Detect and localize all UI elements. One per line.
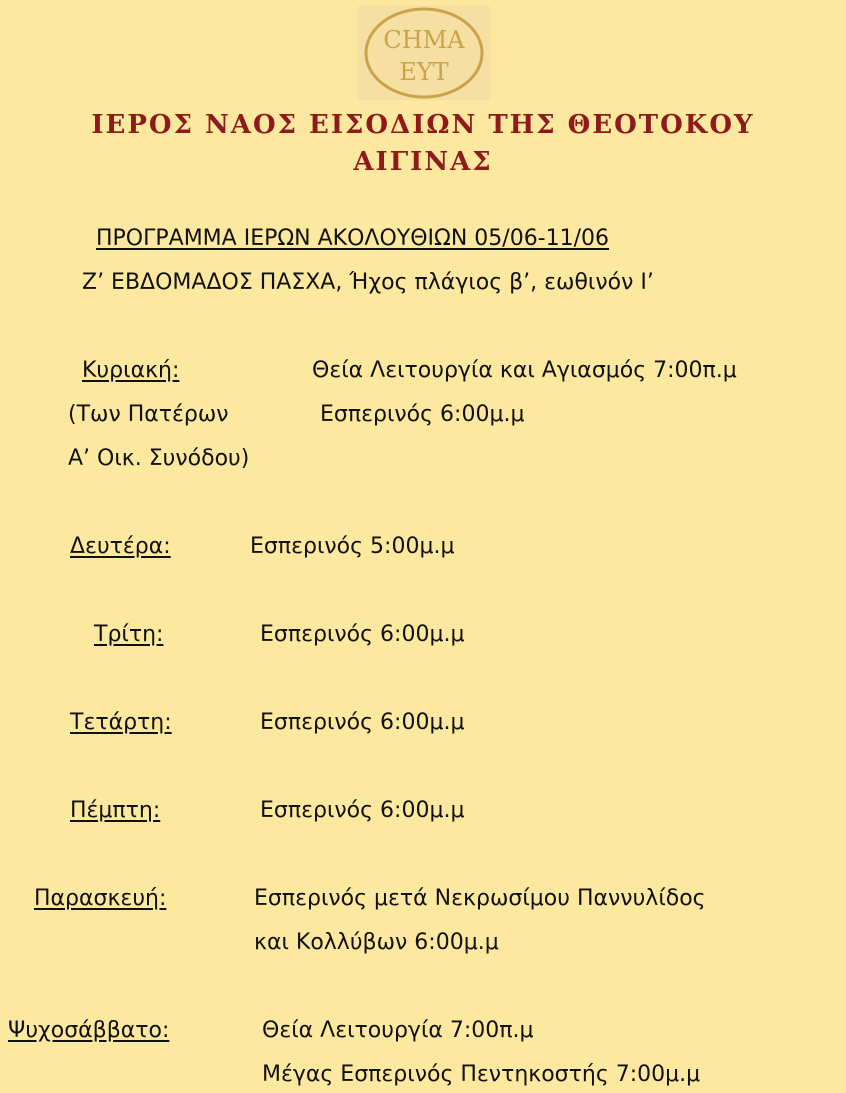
service-friday-2: και Κολλύβων 6:00μ.μ xyxy=(254,930,499,955)
service-sunday-1: Θεία Λειτουργία και Αγιασμός 7:00π.μ xyxy=(312,358,737,383)
seal-text-bottom: ΕΥΤ xyxy=(399,58,449,86)
note-sunday-1: (Των Πατέρων xyxy=(68,402,229,427)
day-label-tuesday: Τρίτη: xyxy=(94,622,164,647)
service-friday-1: Εσπερινός μετά Νεκρωσίμου Παννυλίδος xyxy=(254,886,706,911)
day-label-thursday: Πέμπτη: xyxy=(70,798,161,823)
day-label-sunday: Κυριακή: xyxy=(82,358,180,383)
note-sunday-2: Α’ Οικ. Συνόδου) xyxy=(68,446,250,471)
program-subheading: Ζ’ ΕΒΔΟΜΑΔΟΣ ΠΑΣΧΑ, Ήχος πλάγιος β’, εωθινόν Ι’ xyxy=(82,270,654,295)
service-wednesday-1: Εσπερινός 6:00μ.μ xyxy=(260,710,465,735)
day-label-monday: Δευτέρα: xyxy=(70,534,171,559)
church-title-line1: ΙΕΡΟΣ ΝΑΟΣ ΕΙΣΟΔΙΩΝ ΤΗΣ ΘΕΟΤΟΚΟΥ xyxy=(91,110,755,140)
seal-emblem xyxy=(358,6,490,100)
day-label-friday: Παρασκευή: xyxy=(34,886,167,911)
church-title-line2: ΑΙΓΙΝΑΣ xyxy=(353,147,493,177)
service-sunday-2: Εσπερινός 6:00μ.μ xyxy=(320,402,525,427)
service-tuesday-1: Εσπερινός 6:00μ.μ xyxy=(260,622,465,647)
day-label-wednesday: Τετάρτη: xyxy=(70,710,172,735)
seal-text-top: CΗΜΑ xyxy=(383,26,465,54)
service-saturday-2: Μέγας Εσπερινός Πεντηκοστής 7:00μ.μ xyxy=(262,1062,701,1087)
service-monday-1: Εσπερινός 5:00μ.μ xyxy=(250,534,455,559)
program-heading: ΠΡΟΓΡΑΜΜΑ ΙΕΡΩΝ ΑΚΟΛΟΥΘΙΩΝ 05/06-11/06 xyxy=(96,226,610,251)
service-saturday-1: Θεία Λειτουργία 7:00π.μ xyxy=(262,1018,534,1043)
church-seal-logo xyxy=(358,6,490,100)
service-thursday-1: Εσπερινός 6:00μ.μ xyxy=(260,798,465,823)
day-label-saturday: Ψυχοσάββατο: xyxy=(8,1018,170,1043)
